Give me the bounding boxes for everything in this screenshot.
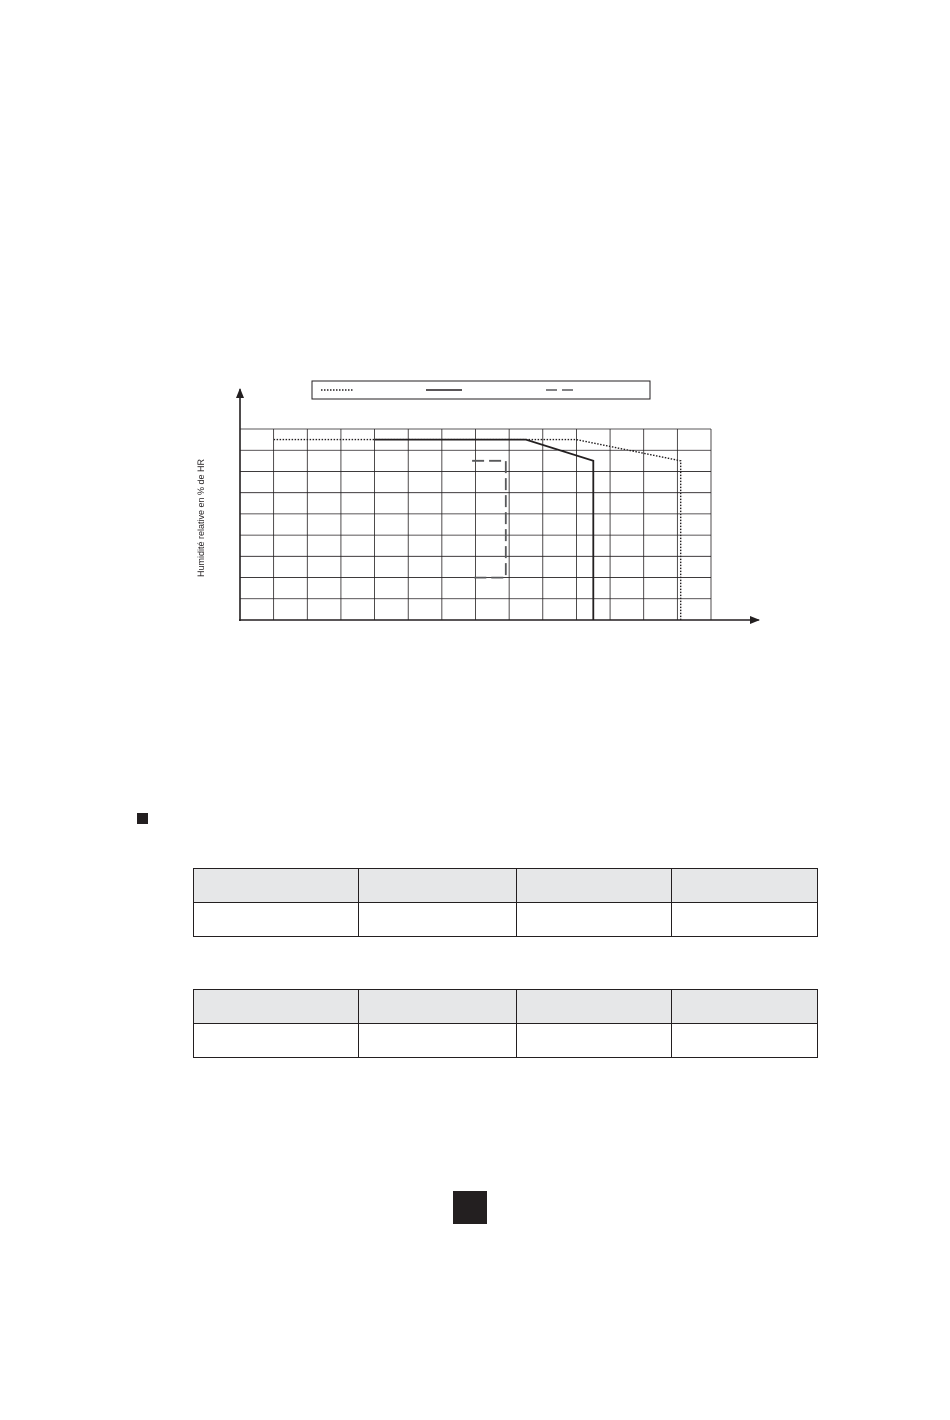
table-header-cell [194,990,359,1024]
series-line-dashed [472,461,506,578]
table-header-cell [672,869,818,903]
table-header-cell [359,990,517,1024]
chart-grid [240,429,711,620]
operating-range-chart [0,0,950,700]
table-cell [672,903,818,937]
table-header-cell [194,869,359,903]
table-cell [517,1024,672,1058]
table-header-row [194,869,818,903]
table-header-cell [672,990,818,1024]
section-bullet [137,813,148,824]
chart-legend [312,381,650,399]
table-cell [359,1024,517,1058]
table-header-row [194,990,818,1024]
y-axis-label: Humidité relative en % de HR [196,458,206,577]
table-header-cell [517,990,672,1024]
table-row [194,1024,818,1058]
legend-box [312,381,650,399]
table-header-cell [517,869,672,903]
table-cell [672,1024,818,1058]
spec-table-1 [193,868,818,937]
table-cell [359,903,517,937]
spec-table-2 [193,989,818,1058]
series-line-dotted [274,440,681,620]
page-marker-tab [453,1191,487,1224]
table-cell [194,903,359,937]
table-cell [517,903,672,937]
chart-series [274,440,681,620]
table-row [194,903,818,937]
table-header-cell [359,869,517,903]
series-line-solid [375,440,594,620]
table-cell [194,1024,359,1058]
